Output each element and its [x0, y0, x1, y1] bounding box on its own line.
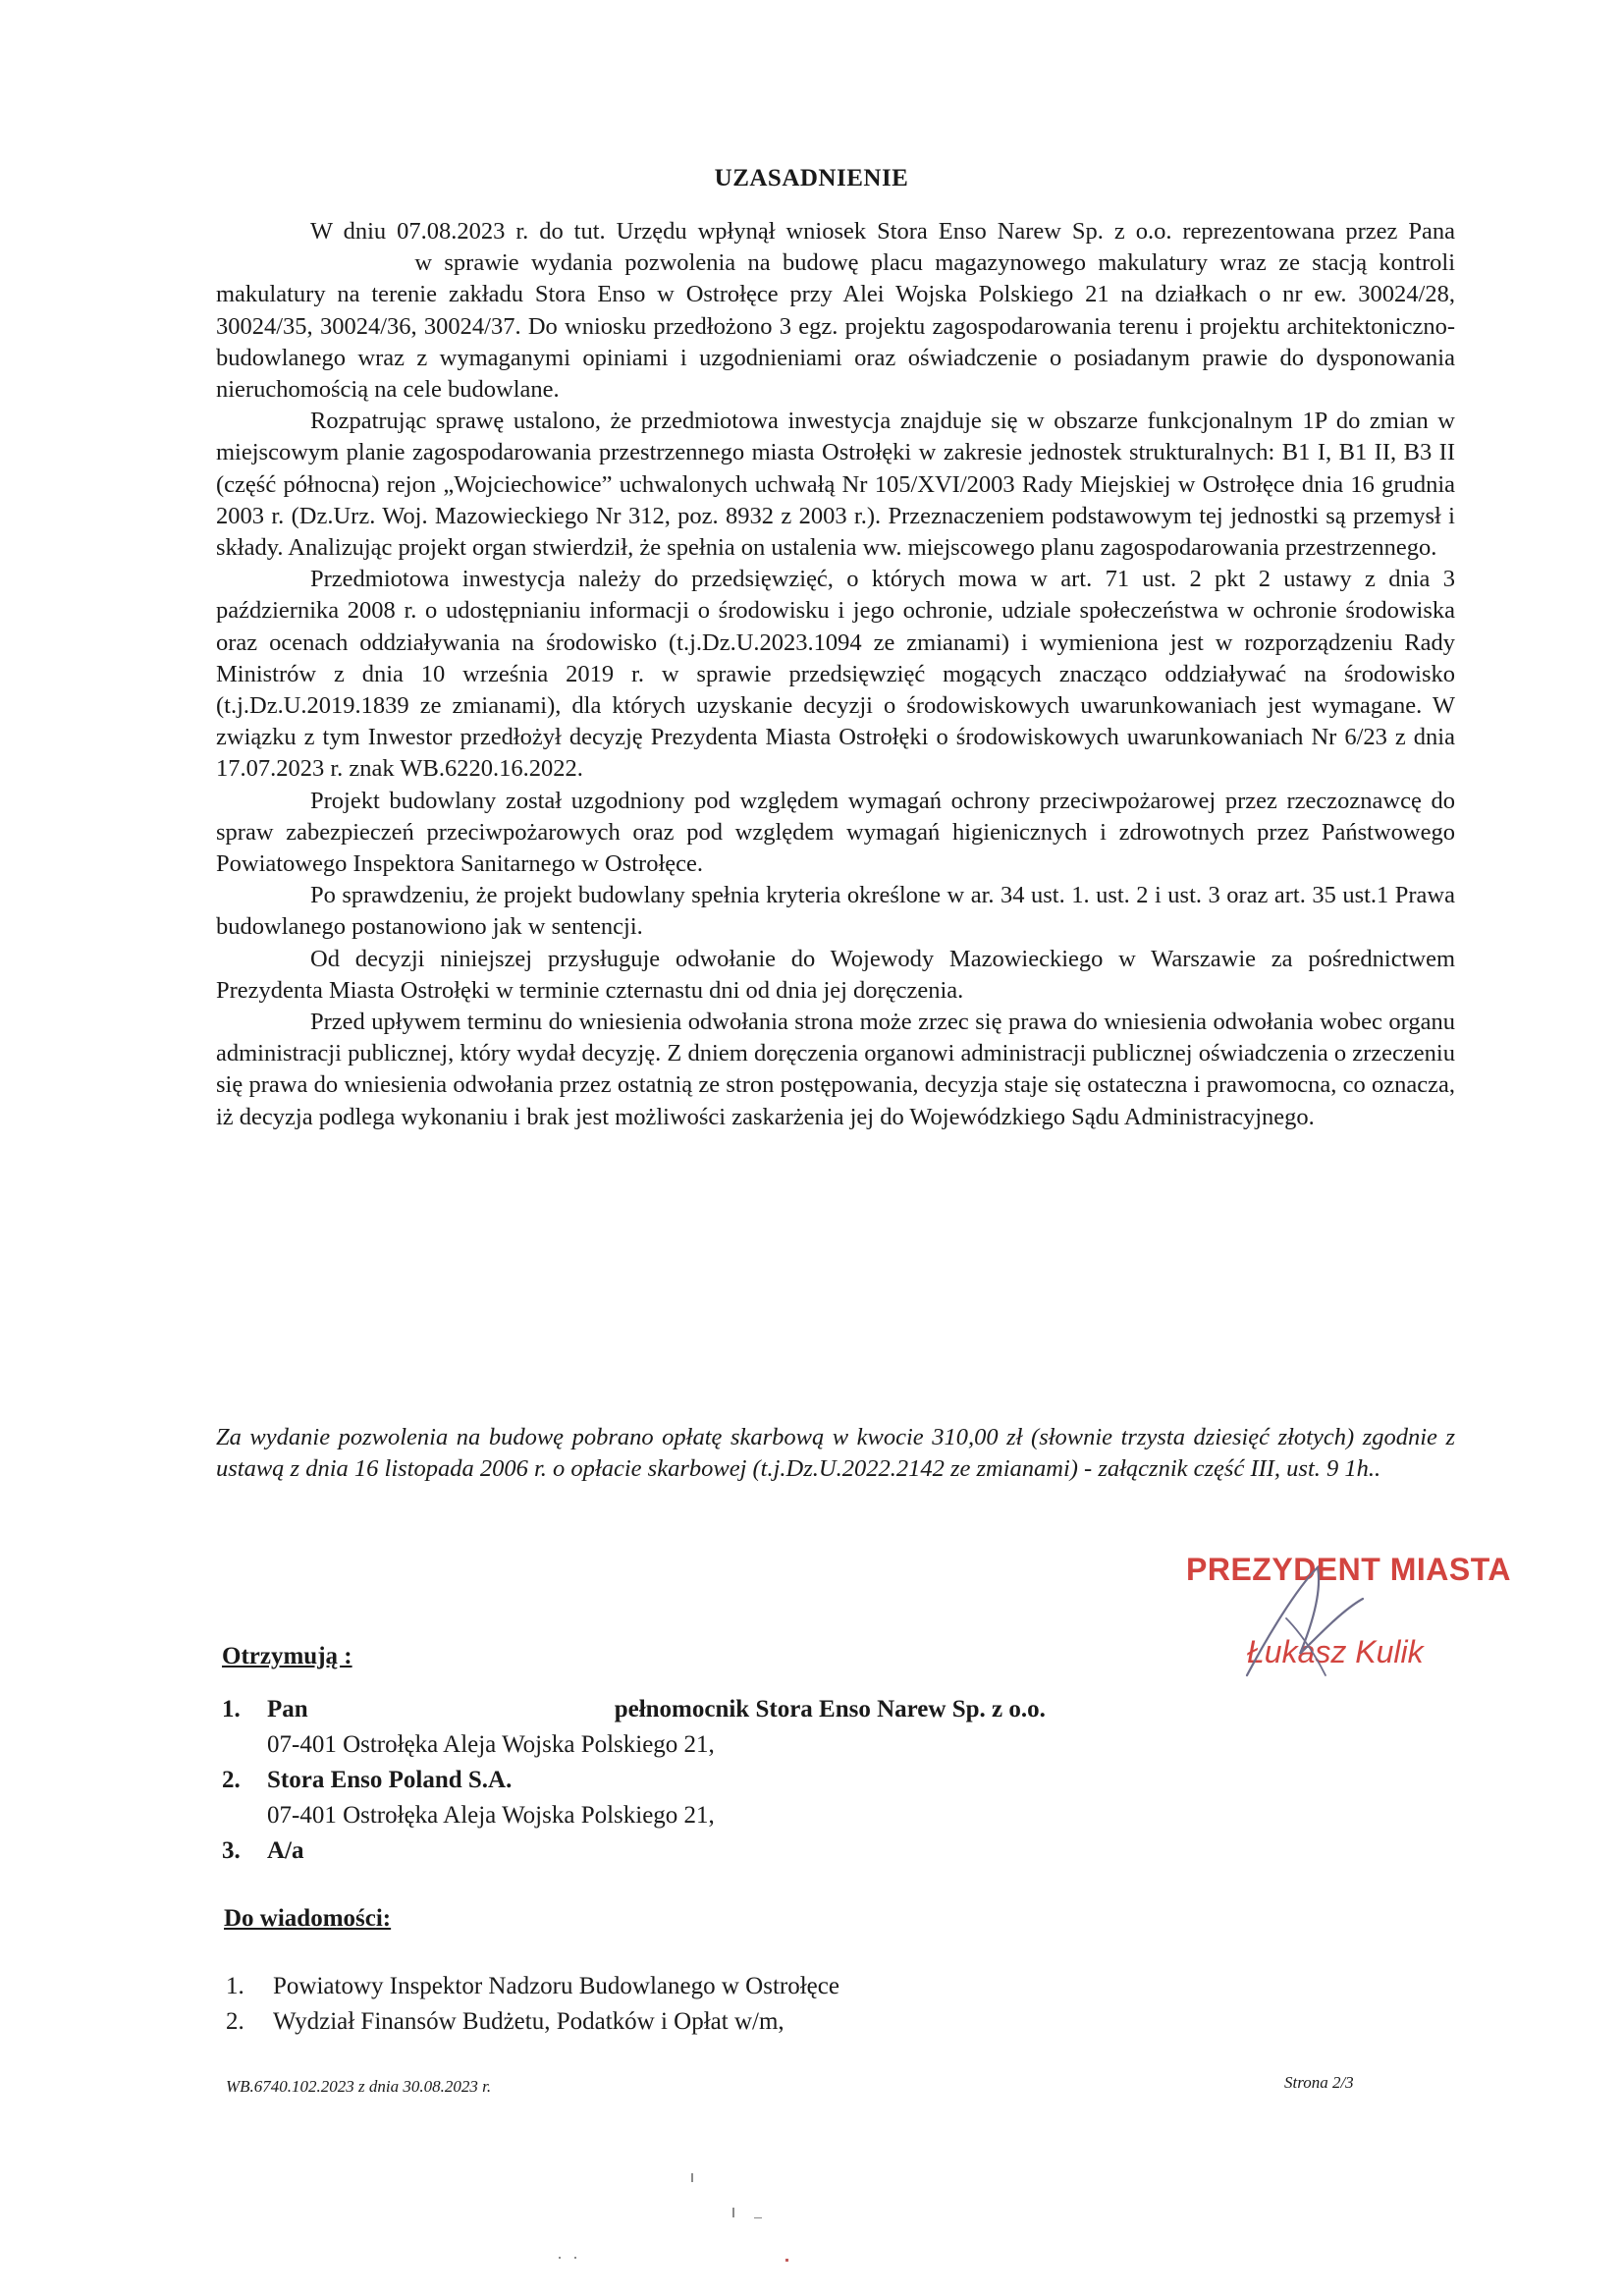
- recipient-address: 07-401 Ostrołęka Aleja Wojska Polskiego 21,: [267, 1731, 715, 1758]
- paragraph-fire-sanitary: Projekt budowlany został uzgodniony pod względem wymagań ochrony przeciwpożarowej przez rzeczoznawcę do spraw zabezpieczeń przeciwpożarowych oraz pod względem wymagań higienicznych i zdrowotnych przez Państwowego Powiatowego Inspektora Sanitarnego w Ostrołęce.: [216, 787, 1455, 878]
- notice-text: Powiatowy Inspektor Nadzoru Budowlanego w Ostrołęce: [273, 1973, 839, 1999]
- handwritten-signature: [1227, 1559, 1384, 1687]
- paragraph-appeal-waiver: Przed upływem terminu do wniesienia odwołania strona może zrzec się prawa do wniesienia odwołania wobec organu administracji publicznej, który wydał decyzję. Z dniem doręczenia organowi administracji publicznej oświadczenia o zrzeczeniu się prawa do wniesienia odwołania przez ostatnią ze stron postępowania, decyzja staje się ostateczna i prawomocna, co oznacza, iż decyzja podlega wykonaniu i brak jest możliwości zaskarżenia jej do Wojewódzkiego Sądu Administracyjnego.: [216, 1009, 1455, 1130]
- paragraph-application-end: w sprawie wydania pozwolenia na budowę placu magazynowego makulatury wraz ze stacją kontroli makulatury na terenie zakładu Stora Enso w Ostrołęce przy Alei Wojska Polskiego 21 na działkach o nr ew. 30024/28, 30024/35, 30024/36, 30024/37. Do wniosku przedłożono 3 egz. projektu zagospodarowania terenu i projektu architektoniczno-budowlanego wraz z wymaganymi opiniami i uzgodnieniami oraz oświadczenie o posiadanym prawie do dysponowania nieruchomością na cele budowlane.: [216, 249, 1455, 404]
- paragraph-application: [216, 216, 1455, 406]
- recipient-name-end: pełnomocnik Stora Enso Narew Sp. z o.o.: [614, 1696, 1046, 1722]
- recipient-name-start: Pan: [267, 1696, 308, 1722]
- recipient-number: 1.: [222, 1696, 241, 1722]
- recipients-heading: Otrzymują :: [222, 1643, 352, 1669]
- paragraph-application-start: W dniu 07.08.2023 r. do tut. Urzędu wpłynął wniosek Stora Enso Narew Sp. z o.o. reprezentowana przez Pana: [310, 218, 1455, 245]
- scan-speck: [574, 2257, 576, 2259]
- page-number: Strona 2/3: [1284, 2073, 1354, 2092]
- stamp-title: PREZYDENT MIASTA: [1186, 1552, 1511, 1587]
- recipient-address: 07-401 Ostrołęka Aleja Wojska Polskiego 21,: [267, 1802, 715, 1829]
- paragraph-environmental: Przedmiotowa inwestycja należy do przedsięwzięć, o których mowa w art. 71 ust. 2 pkt 2 ustawy z dnia 3 października 2008 r. o udostępnianiu informacji o środowisku i jego ochronie, udziale społeczeństwa w ochronie środowiska oraz ocenach oddziaływania na środowisko (t.j.Dz.U.2023.1094 ze zmianami) i wymieniona jest w rozporządzeniu Rady Ministrów z dnia 10 września 2019 r. w sprawie przedsięwzięć mogących znacząco oddziaływać na środowisko (t.j.Dz.U.2019.1839 ze zmianami), dla których uzyskanie decyzji o środowiskowych uwarunkowaniach jest wymagane. W związku z tym Inwestor przedłożył decyzję Prezydenta Miasta Ostrołęki o środowiskowych uwarunkowaniach Nr 6/23 z dnia 17.07.2023 r. znak WB.6220.16.2022.: [216, 566, 1455, 783]
- recipient-name: A/a: [267, 1837, 304, 1864]
- paragraph-zoning-plan: Rozpatrując sprawę ustalono, że przedmiotowa inwestycja znajduje się w obszarze funkcjonalnym 1P do zmian w miejscowym planie zagospodarowania przestrzennego miasta Ostrołęki w zakresie jednostek strukturalnych: B1 I, B1 II, B3 II (część północna) rejon „Wojciechowice” uchwalonych uchwałą Nr 105/XVI/2003 Rady Miejskiej w Ostrołęce dnia 16 grudnia 2003 r. (Dz.Urz. Woj. Mazowieckiego Nr 312, poz. 8932 z 2003 r.). Przeznaczeniem podstawowym tej jednostki są przemysł i składy. Analizując projekt organ stwierdził, że spełnia on ustalenia ww. miejscowego planu zagospodarowania przestrzennego.: [216, 408, 1455, 562]
- notice-item: [226, 2004, 1404, 2040]
- recipient-item: [222, 1692, 1449, 1763]
- scan-speck: [732, 2208, 734, 2217]
- redacted-name: [216, 269, 403, 270]
- scan-speck: [785, 2259, 788, 2262]
- notice-number: 1.: [226, 1973, 244, 1999]
- notice-text: Wydział Finansów Budżetu, Podatków i Opłat w/m,: [273, 2008, 784, 2035]
- stamp-duty-note: Za wydanie pozwolenia na budowę pobrano opłatę skarbową w kwocie 310,00 zł (słownie trzysta dziesięć złotych) zgodnie z ustawą z dnia 16 listopada 2006 r. o opłacie skarbowej (t.j.Dz.U.2022.2142 ze zmianami) - załącznik część III, ust. 9 1h..: [216, 1424, 1455, 1482]
- paragraph-verification: Po sprawdzeniu, że projekt budowlany spełnia kryteria określone w ar. 34 ust. 1. ust. 2 i ust. 3 oraz art. 35 ust.1 Prawa budowlanego postanowiono jak w sentencji.: [216, 882, 1455, 941]
- paragraph-appeal: Od decyzji niniejszej przysługuje odwołanie do Wojewody Mazowieckiego w Warszawie za pośrednictwem Prezydenta Miasta Ostrołęki w terminie czternastu dni od dnia jej doręczenia.: [216, 945, 1455, 1004]
- recipient-name: Stora Enso Poland S.A.: [267, 1767, 513, 1793]
- recipient-name: [267, 1692, 1449, 1727]
- recipient-number: 3.: [222, 1837, 241, 1864]
- notice-heading: Do wiadomości:: [224, 1905, 392, 1932]
- recipient-number: 2.: [222, 1767, 241, 1793]
- recipient-item: [222, 1763, 1449, 1833]
- recipients-list: [222, 1692, 1449, 1869]
- scan-speck: [691, 2173, 693, 2182]
- document-title: UZASADNIENIE: [714, 165, 909, 191]
- scan-speck: [559, 2257, 561, 2259]
- notice-number: 2.: [226, 2008, 244, 2035]
- notice-item: [226, 1969, 1404, 2004]
- stamp-name: Łukasz Kulik: [1247, 1634, 1424, 1669]
- justification-body: [216, 216, 1455, 1133]
- recipient-item: [222, 1833, 1449, 1869]
- scan-speck: [754, 2217, 762, 2218]
- document-reference: WB.6740.102.2023 z dnia 30.08.2023 r.: [226, 2077, 492, 2096]
- notice-list: [226, 1969, 1404, 2040]
